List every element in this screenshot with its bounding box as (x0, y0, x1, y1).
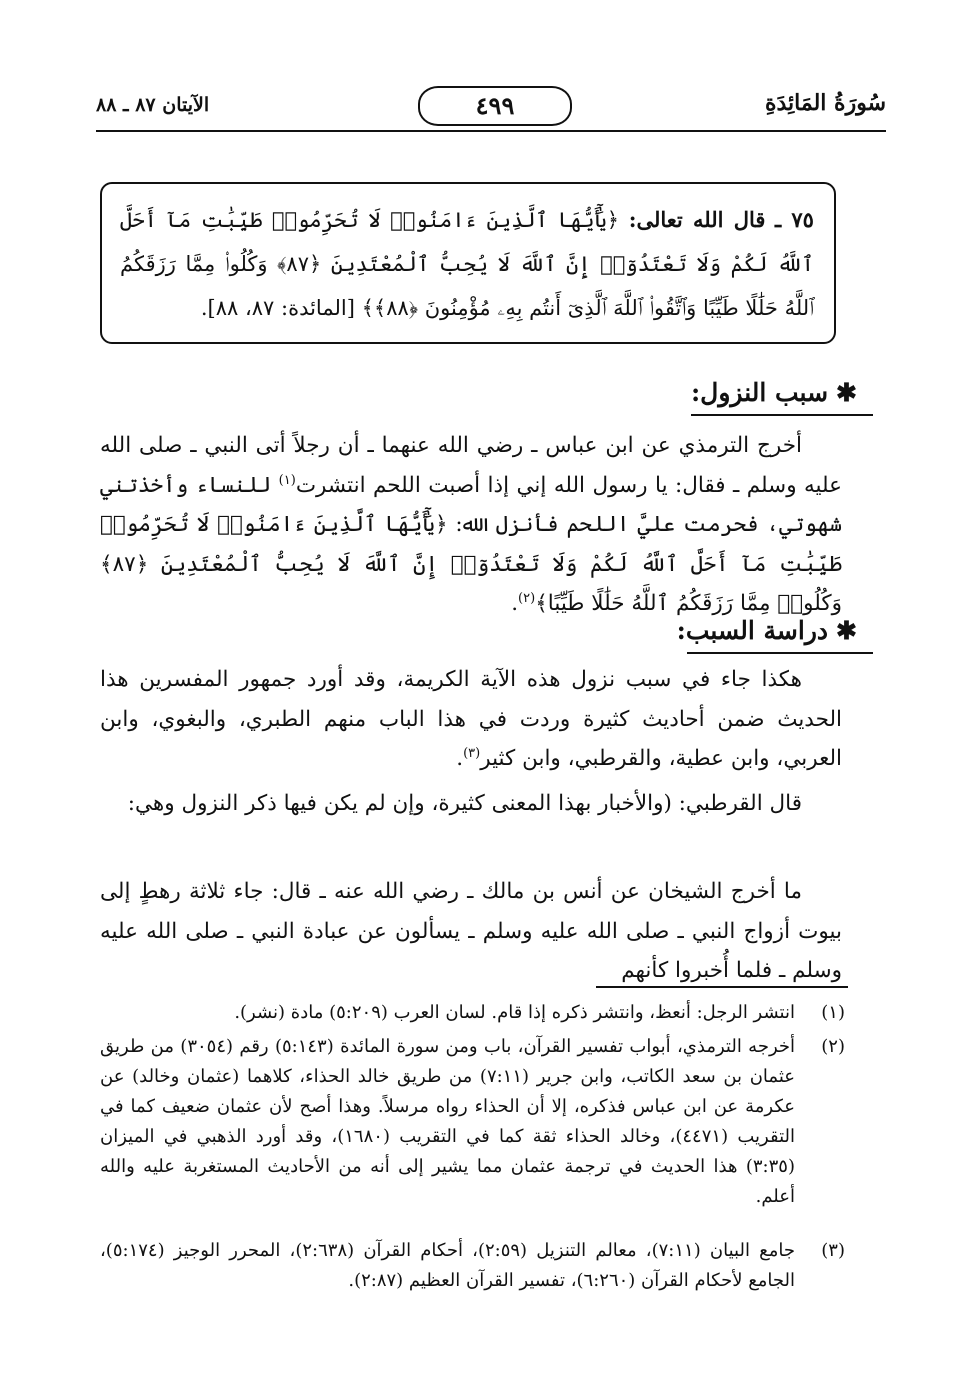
heading-dirasat-sabab (677, 616, 857, 649)
footnote-label: (٢) (821, 1036, 845, 1057)
star-icon: ✱ (836, 616, 857, 645)
heading-text: سبب النزول: (690, 378, 829, 407)
heading-underline (691, 414, 873, 416)
header-rule (96, 130, 886, 132)
footnote-1 (100, 998, 845, 1028)
footnote-3 (100, 1236, 845, 1296)
paragraph-end: . (511, 591, 519, 616)
page-number: ٤٩٩ (418, 86, 572, 126)
heading-asbab-nuzul (691, 378, 857, 411)
paragraph-study-2 (100, 784, 842, 824)
paragraph-text: قال القرطبي: (والأخبار بهذا المعنى كثيرة، وإن لم يكن فيها ذكر النزول وهي: (127, 791, 802, 816)
footnote-label: (٣) (821, 1240, 845, 1261)
paragraph-end: . (456, 746, 464, 771)
heading-text: دراسة السبب: (676, 616, 829, 645)
paragraph-text: هكذا جاء في سبب نزول هذه الآية الكريمة، وقد أورد جمهور المفسرين هذا الحديث ضمن أحاديث كثيرة وردت في هذا الباب منهم الطبري، والبغوي، وابن العربي، وابن عطية، والقرطبي، وابن كثير (100, 667, 842, 771)
footnote-separator (596, 986, 848, 988)
footnote-text: جامع البيان (٧:١١)، معالم التنزيل (٢:٥٩)، أحكام القرآن (٢:٦٣٨)، المحرر الوجيز (٥:١٧٤)، الجامع لأحكام القرآن (٦:٢٦٠)، تفسير القرآن العظيم (٢:٨٧). (100, 1240, 795, 1291)
paragraph-text: أخرج الترمذي عن ابن عباس ـ رضي الله عنهما ـ أن رجلاً أتى النبي ـ صلى الله عليه وسلم ـ فقال: يا رسول الله إني إذا أصبت اللحم انتشرت (100, 433, 842, 498)
paragraph-study-3 (100, 872, 842, 991)
verse-lead: قال الله تعالى: (628, 207, 766, 232)
paragraph-sabab (100, 426, 842, 624)
paragraph-study-1 (100, 660, 842, 779)
footnote-2 (100, 1032, 845, 1212)
footnote-ref-2: (٢) (518, 590, 536, 606)
verse-text: ﴿يَٰٓأَيُّهَا ٱلَّذِينَ ءَامَنُوا۟ لَا تُحَرِّمُوا۟ طَيِّبَٰتِ مَآ أَحَلَّ ٱللَّهُ لَكُمْ وَلَا تَعْتَدُوٓا۟ إِنَّ ٱللَّهَ لَا يُحِبُّ ٱلْمُعْتَدِينَ ﴿٨٧﴾ وَكُلُوا۟ مِمَّا رَزَقَكُمُ ٱللَّهُ حَلَٰلًا طَيِّبًا وَٱتَّقُوا۟ ٱللَّهَ ٱلَّذِىٓ أَنتُم بِهِۦ مُؤْمِنُونَ ﴿٨٨﴾﴾ [المائدة: ٨٧، ٨٨]. (120, 208, 814, 320)
paragraph-text: ما أخرج الشيخان عن أنس بن مالك ـ رضي الله عنه ـ قال: جاء ثلاثة رهطٍ إلى بيوت أزواج النبي ـ صلى الله عليه وسلم ـ يسألون عن عبادة النبي ـ صلى الله عليه وسلم ـ فلما أُخبروا كأنهم (100, 879, 842, 983)
star-icon: ✱ (836, 378, 857, 407)
page-header (96, 86, 886, 136)
footnote-text: انتشر الرجل: أنعظ، وانتشر ذكره إذا قام. لسان العرب (٥:٢٠٩) مادة (نشر). (234, 1002, 795, 1023)
footnote-ref-1: (١) (278, 472, 296, 488)
verse-range: الآيتان ٨٧ ـ ٨٨ (96, 94, 210, 116)
footnote-label: (١) (821, 1002, 845, 1023)
paragraph-text: للنساء وأخذتني شهوتي، فحرمت عليَّ اللحم فأنزل الله: ﴿يَٰٓأَيُّهَا ٱلَّذِينَ ءَامَنُوا۟ لَا تُحَرِّمُوا۟ طَيِّبَٰتِ مَآ أَحَلَّ ٱللَّهُ لَكُمْ وَلَا تَعْتَدُوٓا۟ إِنَّ ٱللَّهَ لَا يُحِبُّ ٱلْمُعْتَدِينَ ﴿٨٧﴾ وَكُلُوا۟ مِمَّا رَزَقَكُمُ ٱللَّهُ حَلَٰلًا طَيِّبًا﴾ (100, 472, 842, 616)
footnote-ref-3: (٣) (463, 745, 481, 761)
heading-underline (687, 652, 873, 654)
verse-box (100, 182, 836, 344)
verse-item-number: ٧٥ ـ (775, 207, 814, 232)
footnote-text: أخرجه الترمذي، أبواب تفسير القرآن، باب ومن سورة المائدة (٥:١٤٣) رقم (٣٠٥٤) من طريق عثمان بن سعد الكاتب، وابن جرير (٧:١١) من طريق خالد الحذاء، كلاهما (عثمان وخالد) عن عكرمة عن ابن عباس فذكره، إلا أن الحذاء رواه مرسلاً. وهذا أصح لأن عثمان ضعيف كما في التقريب (٤٤٧١)، وخالد الحذاء ثقة كما في التقريب (١٦٨٠)، وقد أورد الذهبي في الميزان (٣:٣٥) هذا الحديث في ترجمة عثمان مما يشير إلى أنه من الأحاديث المستغربة عليه والله أعلم. (100, 1036, 796, 1207)
surah-name: سُورَةُ المَائِدَةِ (764, 90, 886, 116)
